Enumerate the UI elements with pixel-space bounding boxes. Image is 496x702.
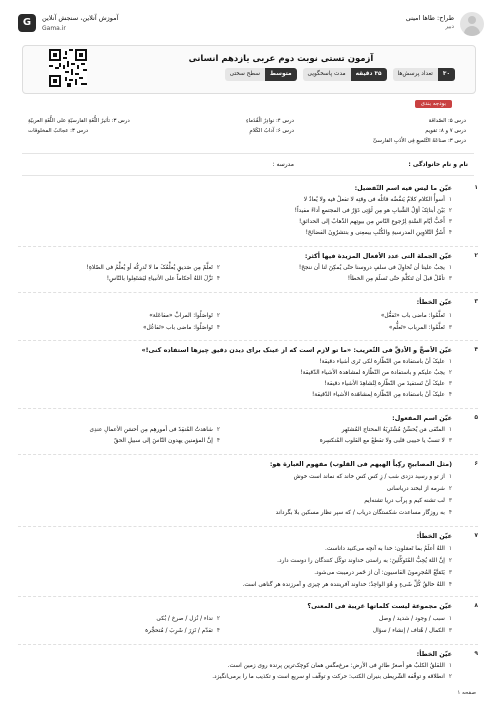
option-item[interactable] [277,558,452,564]
option-number: ۳ [448,570,452,576]
option-number: ۱ [448,663,452,669]
divider [18,292,478,293]
brand-logo-icon: G [18,14,36,32]
question-number: ۱ [474,184,478,191]
question-3 [18,298,478,336]
meta-key: سطح سختی [225,68,265,81]
meta-difficulty [225,68,297,81]
option-item[interactable] [107,276,220,282]
question-2 [18,252,478,288]
question-text: عیّن اسم المفعول: [392,414,452,422]
option-text: تَعلَّمُوا: المرباب «تَعلُّم» [388,325,445,331]
option-item[interactable] [387,486,452,492]
divider [22,175,474,176]
question-text: عیّن الأصحَّ و الأدقَّ فی التّعریب: «ما تو لازم است که از عینک برای دیدن دقیق چیزها استفاده کنی!» [141,346,452,354]
option-item[interactable] [319,359,452,365]
option-text: أسوأُ الکلام کلامٌ یَنقُضُه قائلُه فی وقتِه لا تفعلْ فیه ولا یُعادُ لا [303,197,445,203]
brand-name: آموزش آنلاین، سنجش آنلاین [42,14,119,22]
avatar [460,12,484,36]
option-text: یجبُ علیکم و باستفادة من النّظّارة لمشاهدة الأشیاء الدّقیقة! [300,370,445,376]
option-text: علیکَ أنْ باستفادة من النّظّارة لکی تَرى أشیاء دقیقة! [319,359,445,365]
option-number: ۲ [216,427,220,433]
divider [18,526,478,527]
topics-list [22,110,474,152]
option-number: ۱ [448,427,452,433]
option-item[interactable] [304,197,452,203]
option-item[interactable] [299,265,452,271]
topics-badge: بودجه بندی [415,100,452,108]
meta-duration [303,68,387,81]
option-item[interactable] [364,498,452,504]
designer-label: طراح: طاها امینی [405,14,454,22]
question-number: ۶ [474,460,478,467]
qr-code-icon [49,49,87,87]
meta-value: ۳۵ دقیقه [351,68,387,81]
option-text: یجبُ علینا أن نُحاوِلَ فی سلفٍ دروسنا حتّی یُمکِنَ لنا أن ننجحَ! [298,265,445,271]
divider [18,246,478,247]
option-text: به روزگار مساعدت شکستگان دریاب / که سپر نظار مسکین بلا بگرداند [275,510,445,516]
page-header [0,0,496,40]
option-item[interactable] [342,427,452,433]
option-number: ۲ [448,486,452,492]
option-item[interactable] [143,325,220,331]
divider [18,596,478,597]
question-number: ۴ [474,346,478,353]
option-number: ۴ [216,438,220,444]
option-item[interactable] [156,616,220,622]
question-number: ۷ [474,532,478,539]
exam-title: آزمون تستی نوبت دوم عربی یازدهم انسانی [188,54,374,64]
option-number: ۱ [448,546,452,552]
option-text: المتّقی مَن یُحسِّنُ مُشْتَرِیَهُ المحتاج المُشتَهِر [341,427,445,433]
topic-item: درس ۷ و ۸: تقویم [425,128,466,134]
option-item[interactable] [300,370,452,376]
option-number: ۳ [448,276,452,282]
option-number: ۳ [448,381,452,387]
option-text: تأمَّلْ قبلَ أن تَتکلَّمَ حتّی تَسلَمَ مِن الخطأ! [347,276,445,282]
option-number: ۱ [448,359,452,365]
option-number: ۲ [216,265,220,271]
option-text: نداء / نُزل / صرخ / بُکی [156,616,213,622]
option-item[interactable] [312,392,452,398]
question-text: عیّن مجموعة لیست کلماتها غریبة فی المعنی؟ [307,602,452,610]
option-text: إنَّ المؤمنین یهدون النّاسَ إلی سبیلِ الحقّ [113,438,213,444]
designer-info [406,14,454,30]
meta-key: تعداد پرسش‌ها [393,68,438,81]
divider [18,644,478,645]
option-item[interactable] [379,616,452,622]
question-4 [18,346,478,406]
option-number: ۲ [448,674,452,680]
question-number: ۸ [474,602,478,609]
option-number: ۴ [216,628,220,634]
option-text: أَحَبُّ أیّام السَّنةِ لِرُجوعِ النّاسِ مِن بیوتِهم الذّهابُ إلی الحدائقِ! [298,219,445,225]
brand-site: Gama.ir [42,25,66,32]
option-text: تَعلَّمُوا: ماضی باب «تَفعُّل» [380,313,445,319]
school-label: مدرسه : [272,161,294,168]
option-number: ۴ [448,510,452,516]
option-number: ۴ [448,392,452,398]
option-item[interactable] [348,276,452,282]
option-number: ۴ [216,325,220,331]
option-number: ۳ [448,219,452,225]
divider [22,153,474,154]
option-number: ۴ [448,230,452,236]
option-number: ۳ [448,628,452,634]
option-text: از تو و رسید دزدی شب / زِ کس کس خاند که نماند است خوش [293,474,445,480]
divider [18,408,478,409]
option-text: اللهُ خالقُ کُلِّ شَیءٍ و هُوَ الواحِدُ: خداوند آفریننده هر چیزی و آمرزنده هر گناهی است. [242,582,445,588]
divider [18,340,478,341]
question-7 [18,532,478,594]
option-number: ۳ [448,325,452,331]
option-text: انطلاقه و توقّفه الشّریطی بنیران الکتب: حرکت و توقّف او سریع است و تکذیب ما را برمی‌انگیزد. [212,674,445,680]
meta-question-count [393,68,455,81]
option-text: تَواصَلُوا: ماضی باب «تَفاعُل» [143,325,213,331]
option-number: ۲ [216,616,220,622]
option-number: ۱ [448,616,452,622]
option-number: ۲ [448,558,452,564]
option-item[interactable] [389,325,452,331]
option-text: لب تشنه کیم و پرآب دریا تشنه‌ایم [364,498,445,504]
exam-info-box [22,45,476,94]
option-text: إنَّ اللهَ یُحِبُّ المُتَوکِّلینَ: به راستی خداوند توکّل کنندگان را دوست دارد. [277,558,445,564]
question-text: عیّن الخطأ: [416,650,452,658]
option-text: تقدّم / نَزِرَ / شَرِبَ / مُتحجِّرة [145,628,213,634]
option-text: اللقلقُ الکلبُ هو أصغرُ طائرٍ فی الأرض: مرغ‌مگس همان کوچک‌ترین پرنده روی زمین است. [227,663,445,669]
option-item[interactable] [295,208,452,214]
question-number: ۳ [474,298,478,305]
question-number: ۹ [474,650,478,657]
question-number: ۲ [474,252,478,259]
question-text: عیّن الخطأ: [416,532,452,540]
option-number: ۲ [448,370,452,376]
option-number: ۱ [448,313,452,319]
question-5 [18,414,478,450]
option-number: ۳ [448,438,452,444]
meta-key: مدت پاسخگویی [303,68,351,81]
topic-item: درس ۴: نوادِرُ الْقُدَماءِ [245,118,294,124]
option-text: نَزَّلَ اللهُ أحکاماً علی الأنبیاءِ لیَشتَغِلوا بالنّاسِ! [106,276,213,282]
option-text: الکمال / هُتاف / إنشاء / سؤال [372,628,445,634]
option-text: شاهدتُ المُنقِذَ فی أمورهِم مِن أحسَنِ الأعمالِ عندِی [89,427,213,433]
option-item[interactable] [228,663,452,669]
option-item[interactable] [325,546,452,552]
option-item[interactable] [242,582,452,588]
page-number: صفحه ۱ [457,690,476,696]
option-item[interactable] [299,219,452,225]
option-number: ۲ [448,208,452,214]
option-text: یَتَمَتَّعُ المُجرِمونَ القاسیون: آن از خَمر درمیبت می‌شود. [314,570,445,576]
option-text: سبب / وجود / شدید / وصل [379,616,445,622]
option-item[interactable] [114,438,220,444]
option-item[interactable] [373,628,452,634]
topic-item: درس ۶: آدابُ الکَلامِ [249,128,294,134]
option-number: ۱ [448,265,452,271]
option-item[interactable] [87,265,220,271]
brand-info [42,14,118,32]
option-text: تَعلَّمْ مِن صَدیقٍ یُعلِّمُکَ ما لا تُدرِکُه أو یُعلِّمُ فی الصّلاةِ! [86,265,213,271]
option-text: علیکَ أنْ تَستفیدَ من النّظّارة لِتُشاهِدَ الأشیاء دقیقة! [324,381,445,387]
option-number: ۱ [448,474,452,480]
option-number: ۴ [216,276,220,282]
divider [18,454,478,455]
option-item[interactable] [306,230,452,236]
option-number: ۱ [448,197,452,203]
topic-item: درس ۵: الصّداقة [428,118,466,124]
option-text: علیکَ أنْ باستفادة مِن النّظّارة لِمشاهَدة الأشیاء الدّقیقة! [311,392,445,398]
option-item[interactable] [294,474,452,480]
option-item[interactable] [324,381,452,387]
topic-item: درس ۳: تأثیرُ اللُّغَةِ الفارسیّةِ علی اللُّغَةِ العربیّةِ [28,118,130,124]
option-item[interactable] [212,674,452,680]
option-text: شرمه از لبخند دریاسانی [386,486,445,492]
question-text: عیّن ما لیس فیه اسم التّفضیل: [354,184,452,192]
question-9 [18,650,478,686]
option-text: لا تسبّ یا حبیبی قلبی ولا تقطعْ مع القلوب المُنکسِرة [319,438,445,444]
option-item[interactable] [145,628,220,634]
option-item[interactable] [320,438,452,444]
topic-item: درس ۳: عجائبُ المخلوقات [28,128,89,134]
option-text: أَشَرُّ التّلاوِینِ المدرسیةِ والکُتُبِ بیمعِنی و بنتشرُونَ الفضائحَ! [305,230,445,236]
option-item[interactable] [90,427,220,433]
option-item[interactable] [314,570,452,576]
question-1 [18,184,478,244]
option-text: اللهُ أعلَمُ بما تَعمَلون: خدا به آنچه می‌کنید داناست. [325,546,445,552]
topic-item: درس ۳: صناعَةُ التَّلمیعِ فِی الأدَبِ الفارسیِّ [373,138,466,144]
exam-meta [225,68,455,81]
meta-value: متوسط [265,68,297,81]
option-item[interactable] [149,313,220,319]
option-text: بَیْنَ أبنائِکَ أوّلُ الشَّبابِ هو مِن لَوْتِی دَوْرٌ فی المجتمعِ أداءً مفیداً! [294,208,445,214]
option-number: ۳ [448,498,452,504]
option-number: ۲ [216,313,220,319]
designer-role: دبیر [445,24,454,30]
question-8 [18,602,478,640]
name-label: نام و نام خانوادگی : [408,161,468,168]
question-6 [18,460,478,524]
option-number: ۴ [448,582,452,588]
option-text: تَواصَلُوا: المرابِّ «مفاعَلة» [149,313,213,319]
question-text: عیّن الجملة التی عدد الأفعال المزیدة فیها أکثر: [304,252,452,260]
meta-value: ۳۰ [438,68,455,81]
option-item[interactable] [381,313,452,319]
question-number: ۵ [474,414,478,421]
question-text: عیّن الخطأ: [416,298,452,306]
question-text: (مثل المصابیحِ رکِباً الهیهم فی القلوب) مفهوم العبارة هو: [269,460,452,468]
option-item[interactable] [276,510,452,516]
